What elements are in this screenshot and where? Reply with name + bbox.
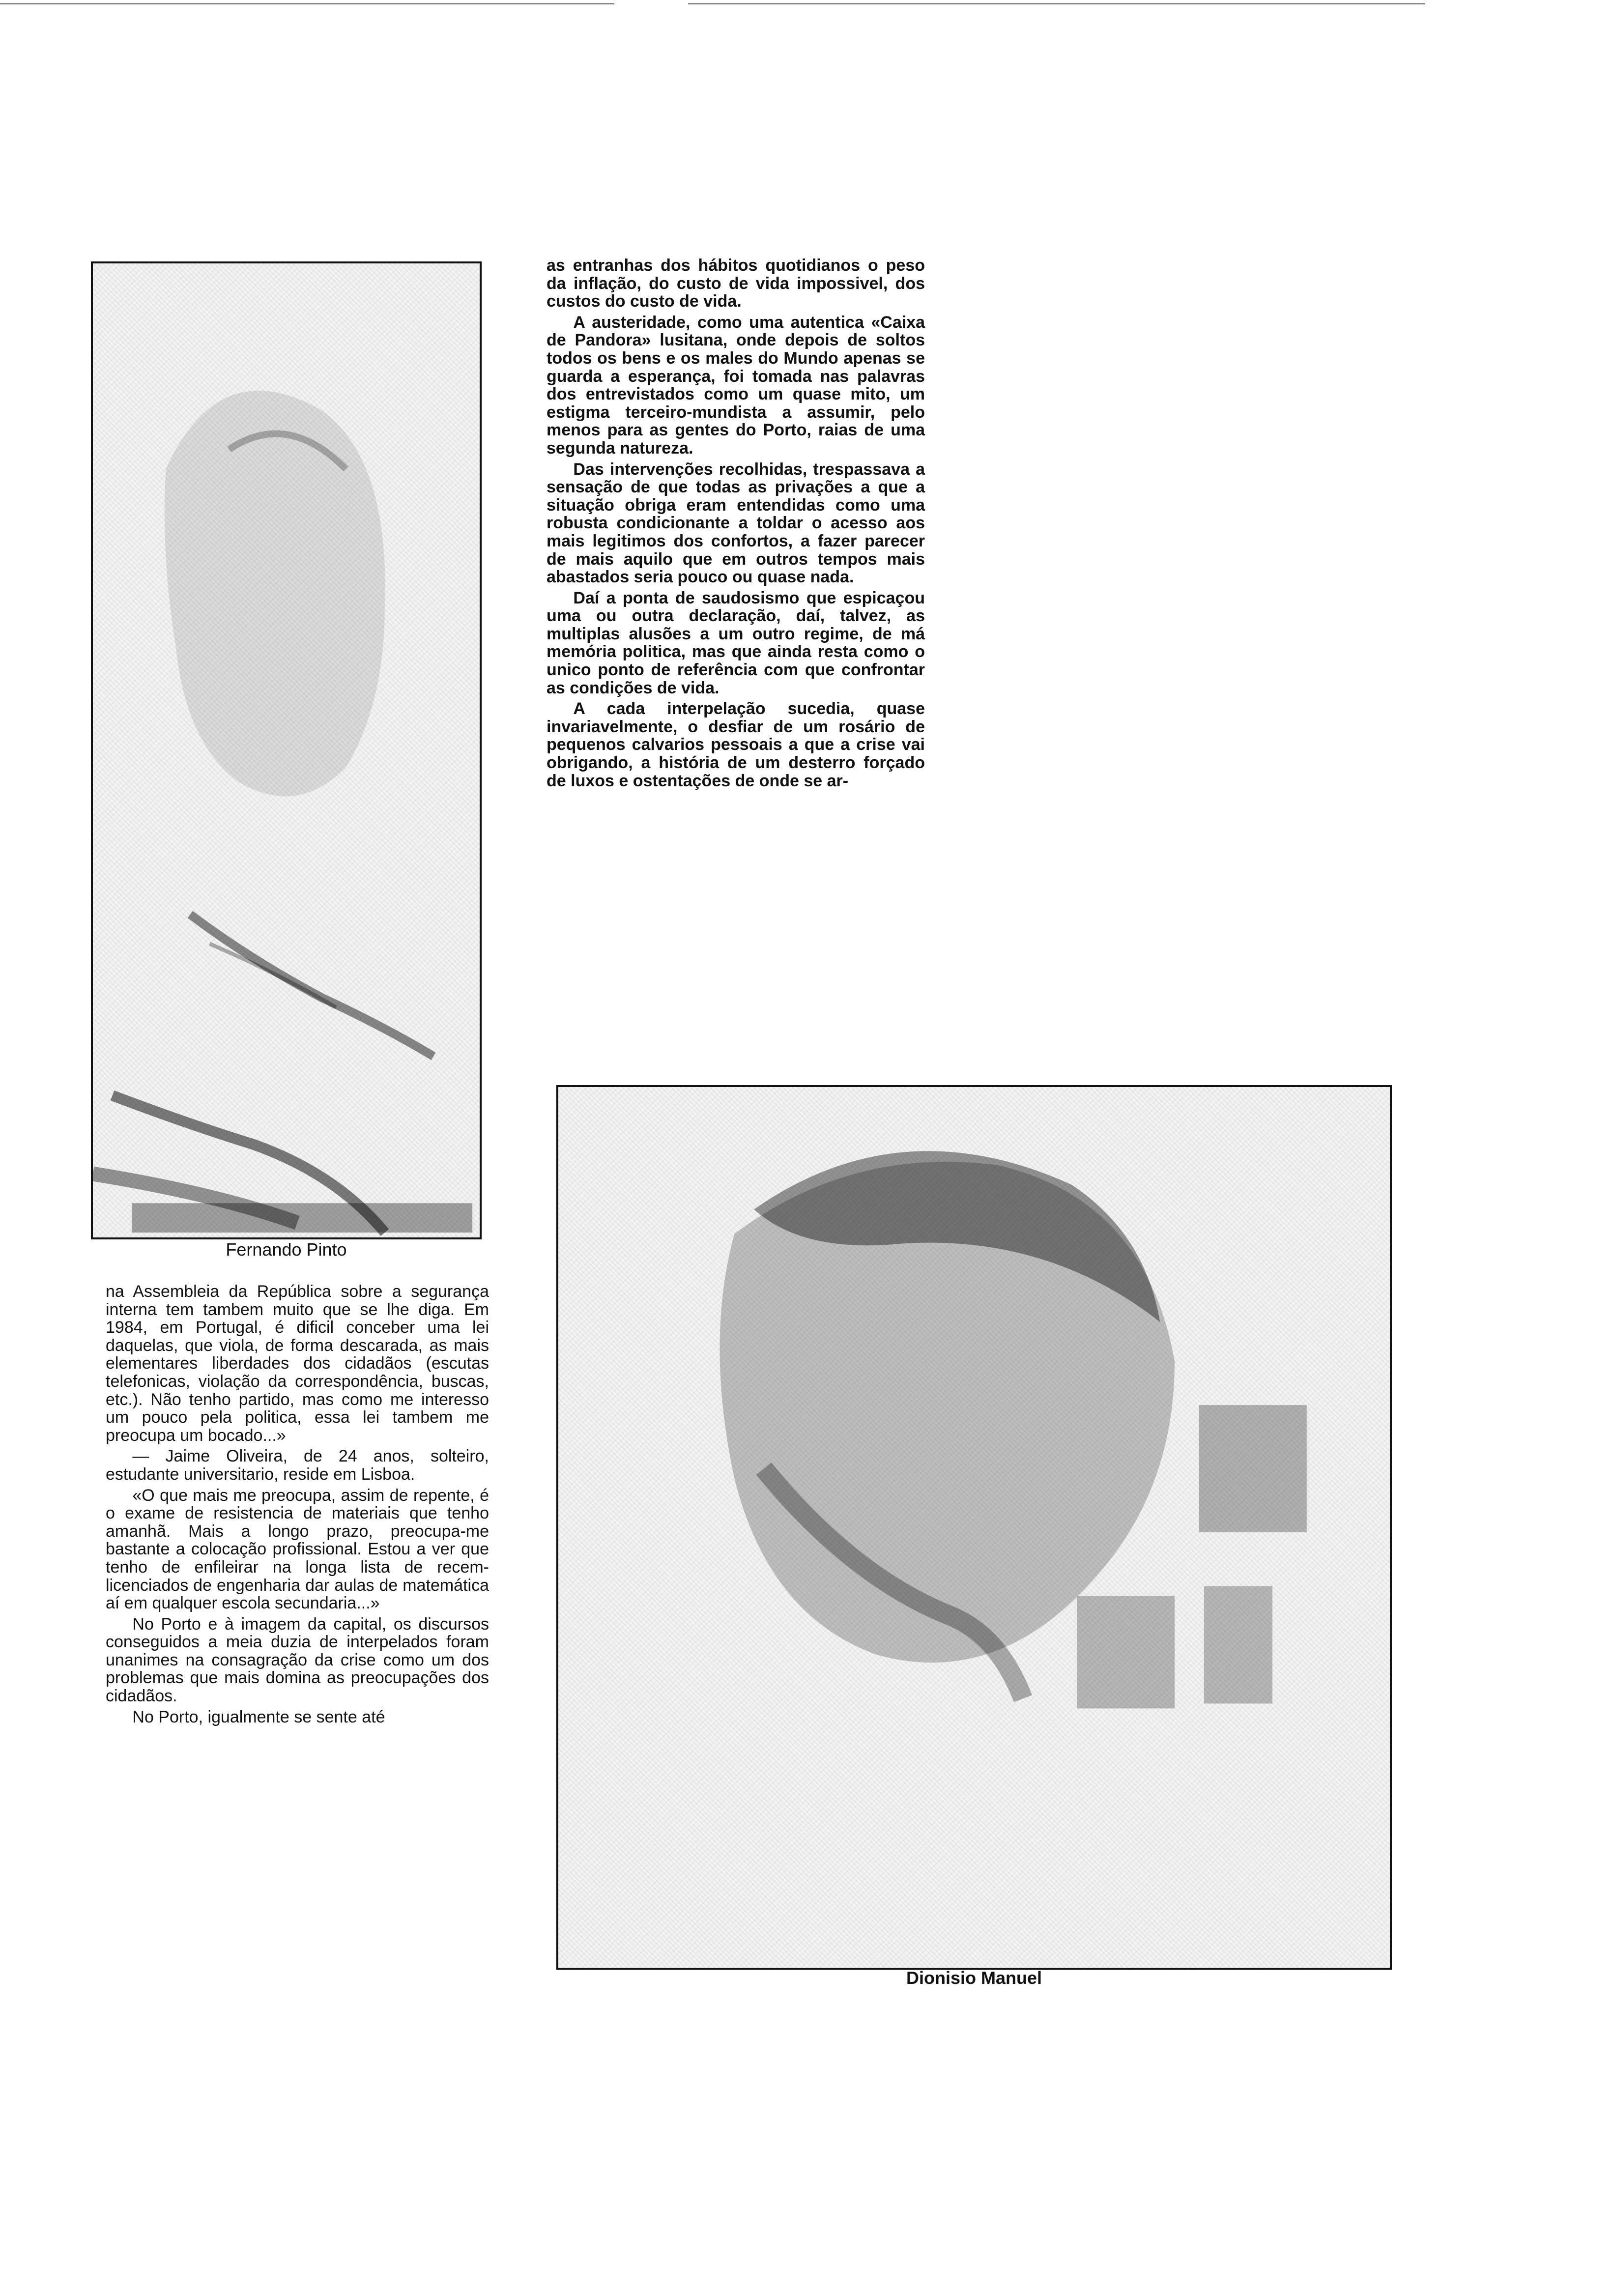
paragraph: No Porto e à imagem da capital, os discursos conseguidos a meia duzia de interpelados foram unanimes na consagração da crise como um dos problemas que mais domina as preocupações dos cidadãos. [106, 1614, 489, 1706]
photo-caption-fernando-pinto: Fernando Pinto [226, 1239, 347, 1260]
photo-fernando-pinto [91, 261, 482, 1239]
paragraph: «O que mais me preocupa, assim de repente, é o exame de resistencia de materiais que tenho amanhã. Mais a longo prazo, preocupa-me bastante a colocação profissional. Estou a ver que tenho de enfileirar na longa lista de recem-licenciados de engenharia dar aulas de matemática aí em qualquer escola secundaria...» [106, 1486, 489, 1613]
paragraph-continuation: na Assembleia da República sobre a segurança interna tem tambem muito que se lhe diga. Em 1984, em Portugal, é dificil conceber uma lei daquelas, que viola, de forma descarada, as mais elementares liberdades dos cidadãos (escutas telefonicas, violação da correspondência, buscas, etc.). Não tenho partido, mas como me interesso um pouco pela politica, essa lei tambem me preocupa um bocado...» [106, 1282, 489, 1445]
paragraph: No Porto, igualmente se sente até [132, 1707, 385, 1726]
top-rule-right [688, 3, 1425, 4]
article-column-right [547, 257, 925, 793]
paragraph-continuation: as entranhas dos hábitos quotidianos o peso da inflação, do custo de vida impossivel, dos custos do custo de vida. [547, 256, 925, 311]
portrait-graphic [558, 1087, 1390, 1968]
paragraph: Daí a ponta de saudosismo que espicaçou uma ou outra declaração, daí, talvez, as multiplas alusões a um outro regime, de má memória politica, mas que ainda resta como o unico ponto de referência com que confrontar as condições de vida. [547, 588, 925, 697]
paragraph: A austeridade, como uma autentica «Caixa de Pandora» lusitana, onde depois de soltos todos os bens e os males do Mundo apenas se guarda a esperança, foi tomada nas palavras dos entrevistados como um quase mito, um estigma terceiro-mundista a assumir, pelo menos para as gentes do Porto, raias de uma segunda natureza. [547, 313, 925, 458]
top-rule-left [0, 3, 614, 4]
paragraph: A cada interpelação sucedia, quase invariavelmente, o desfiar de um rosário de pequenos calvarios pessoais a que a crise vai obrigando, a história de um desterro forçado de luxos e ostentações de onde se ar- [547, 699, 925, 790]
photo-caption-dionisio-manuel: Dionisio Manuel [906, 1968, 1042, 1988]
portrait-graphic [93, 263, 480, 1237]
article-column-left [106, 1283, 489, 1729]
paragraph: — Jaime Oliveira, de 24 anos, solteiro, estudante universitario, reside em Lisboa. [106, 1447, 489, 1484]
paragraph: Das intervenções recolhidas, trespassava a sensação de que todas as privações a que a situação obriga eram entendidas como uma robusta condicionante a toldar o acesso aos mais legitimos dos confortos, a fazer parecer de mais aquilo que em outros tempos mais abastados seria pouco ou quase nada. [547, 459, 925, 587]
photo-dionisio-manuel [556, 1085, 1392, 1970]
